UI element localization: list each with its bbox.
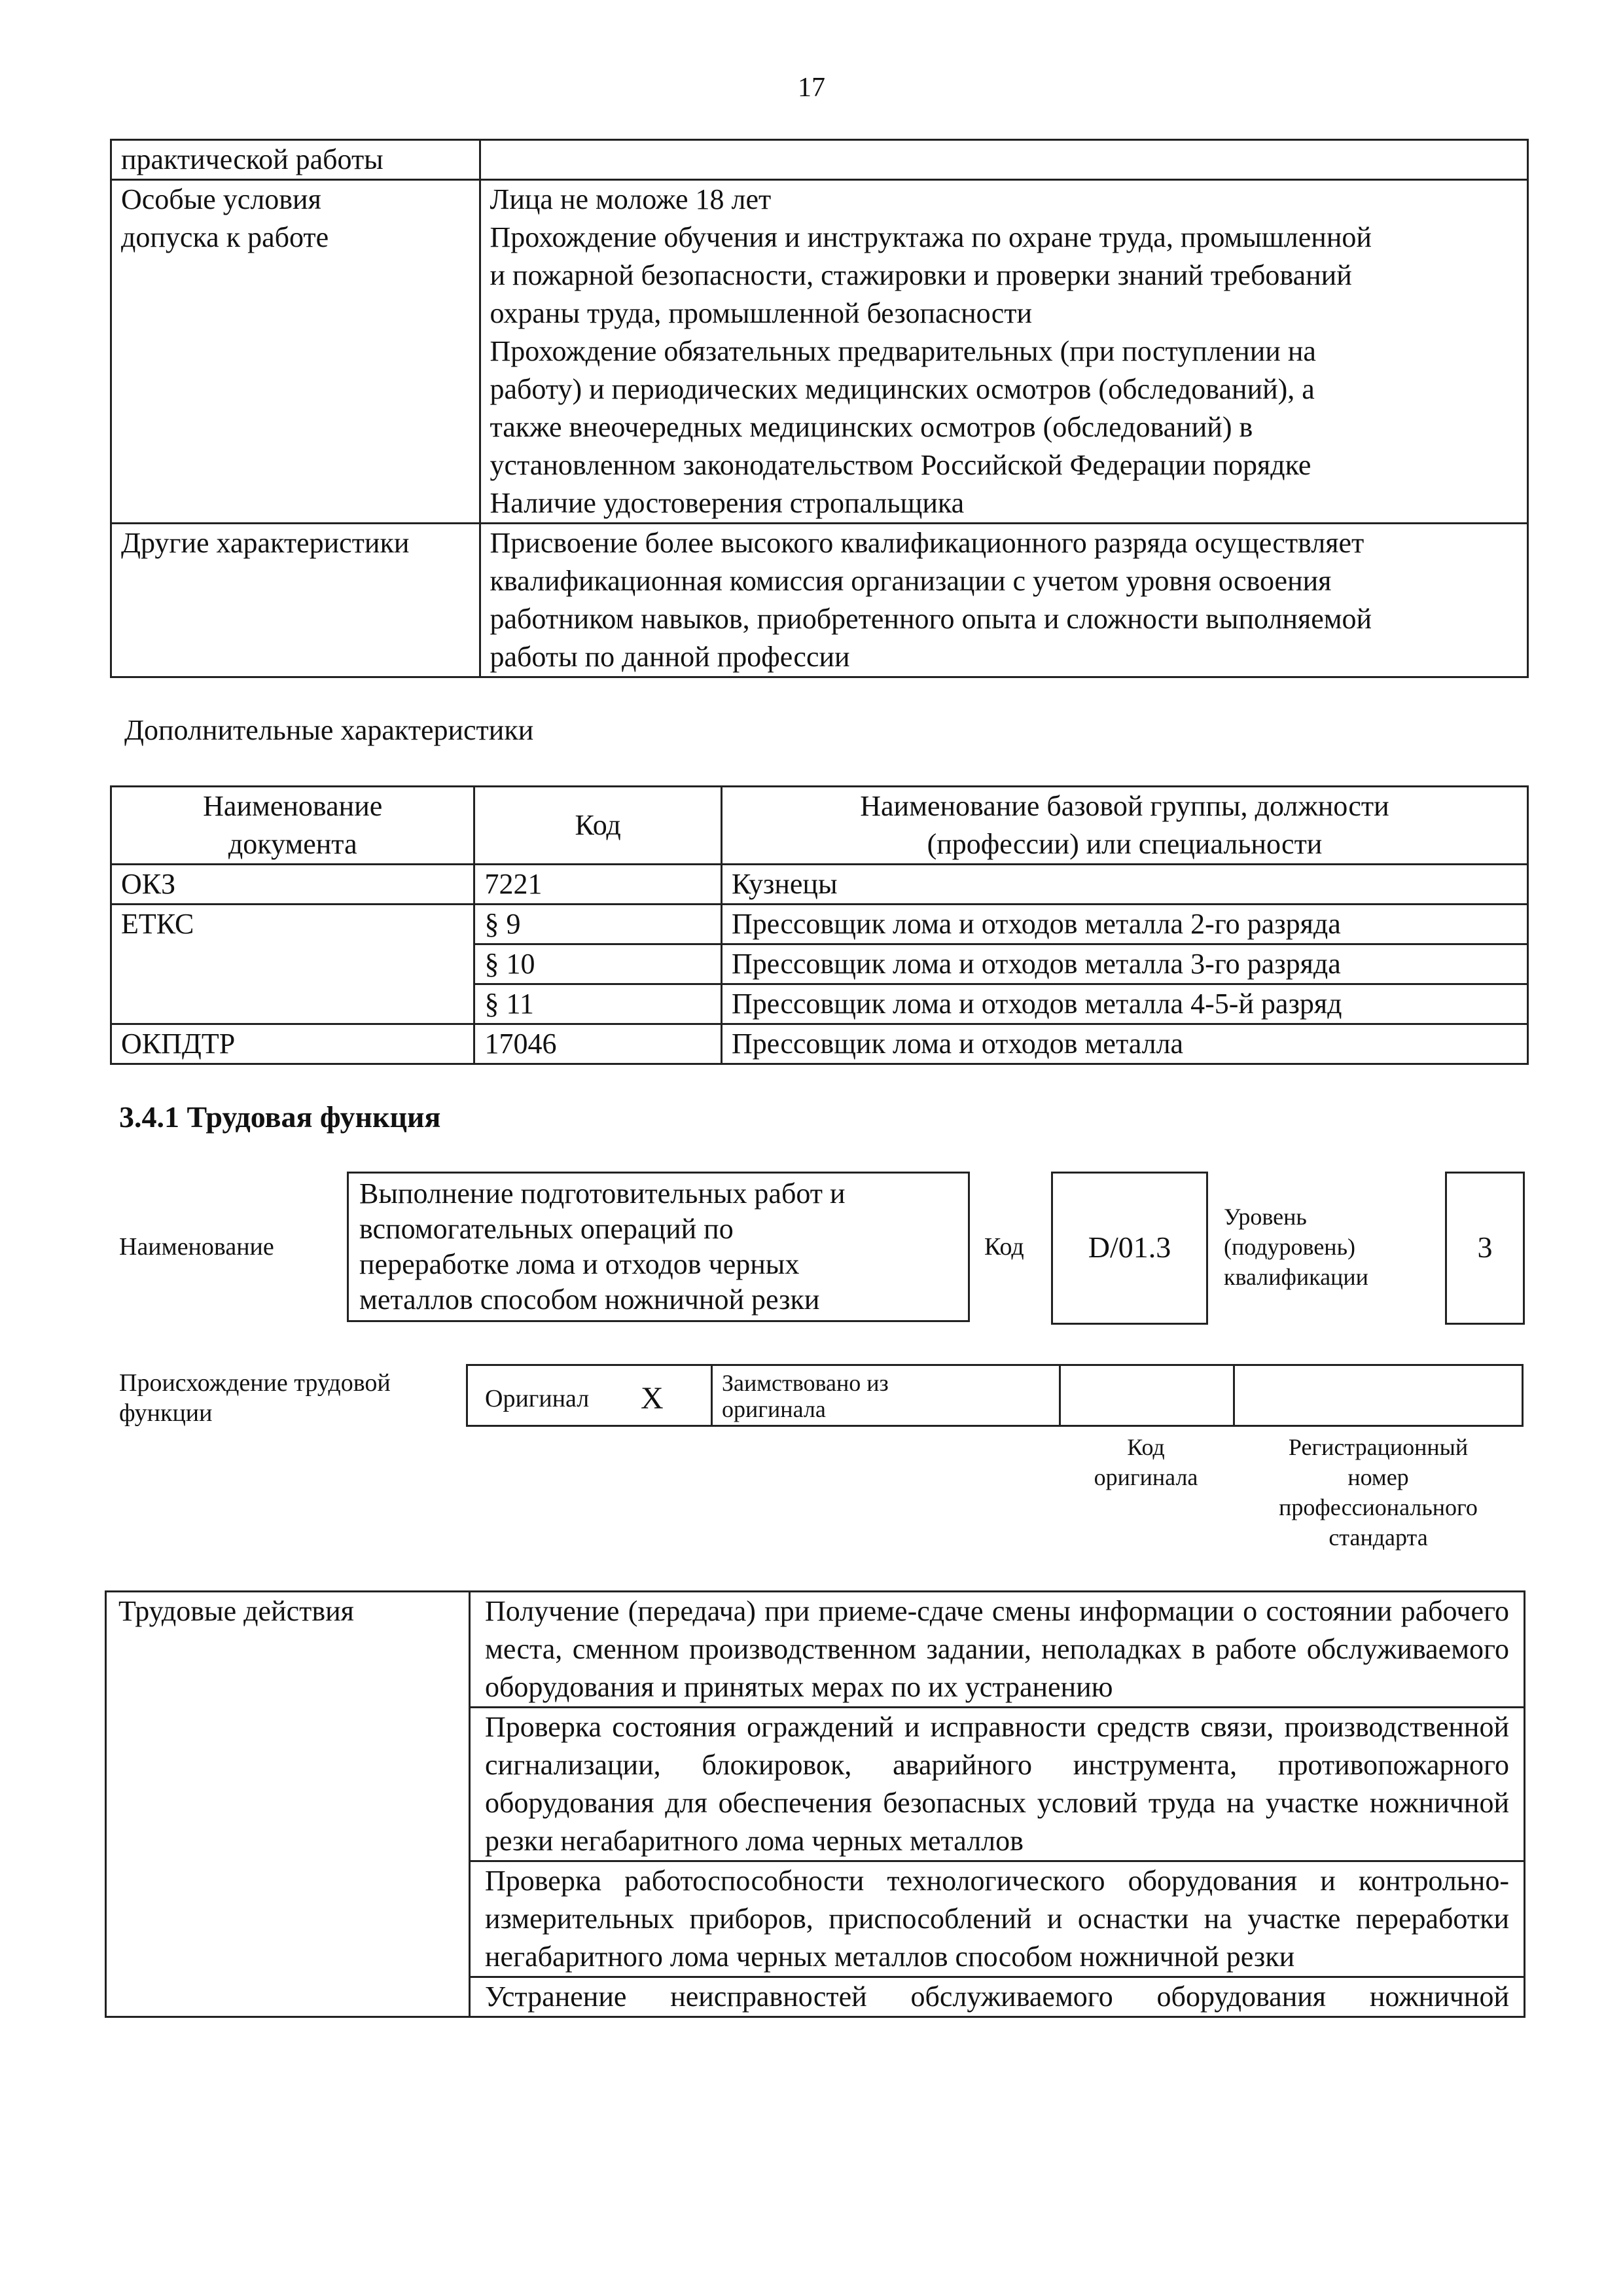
col-code-header: Код [474, 787, 721, 865]
row-value: Лица не моложе 18 лет Прохождение обучения и инструктажа по охране труда, промышленной и пожарной безопасности, стажировки и проверки знаний требований охраны труда, промышленной безопасности Прохождение обязательных предварительных (при поступлении на работу) и периодических медицинских осмотров (обследований), а также внеочередных медицинских осмотров (обследований) в установленном законодательством Российской Федерации порядке Наличие удостоверения стропальщика [480, 180, 1528, 524]
table-row [111, 180, 1528, 524]
cell-code: § 9 [474, 905, 721, 944]
function-name-box: Выполнение подготовительных работ и вспомогательных операций по переработке лома и отходов черных металлов способом ножничной резки [347, 1172, 970, 1322]
table-row [111, 865, 1528, 905]
cell-doc: ОКПДТР [111, 1024, 474, 1064]
row-label: практической работы [111, 140, 480, 180]
origin-boxes [466, 1364, 1524, 1427]
cell-doc: ОКЗ [111, 865, 474, 905]
additional-title: Дополнительные характеристики [124, 714, 534, 746]
page-number: 17 [798, 73, 825, 103]
table-row [111, 1024, 1528, 1064]
table-header-row [111, 787, 1528, 865]
function-name-label: Наименование [119, 1233, 274, 1261]
qualification-level-box: 3 [1445, 1172, 1525, 1325]
original-label: Оригинал [485, 1385, 590, 1412]
cell-code: § 11 [474, 984, 721, 1024]
cell-name: Прессовщик лома и отходов металла 2-го разряда [721, 905, 1527, 944]
origin-borrowed-cell: Заимствовано из оригинала [713, 1366, 1061, 1425]
cell-name: Прессовщик лома и отходов металла [721, 1024, 1527, 1064]
cell-name: Кузнецы [721, 865, 1527, 905]
col-name-header: Наименование базовой группы, должности (профессии) или специальности [721, 787, 1527, 865]
original-mark: X [641, 1381, 664, 1416]
origin-original-cell [468, 1366, 713, 1425]
cell-code: 17046 [474, 1024, 721, 1064]
action-item: Проверка состояния ограждений и исправности средств связи, производственной сигнализации, блокировок, аварийного инструмента, противопожарного оборудования для обеспечения безопасных условий труда на участке ножничной резки негабаритного лома черных металлов [470, 1708, 1525, 1861]
qualification-level-label: Уровень (подуровень) квалификации [1224, 1204, 1368, 1290]
cell-name: Прессовщик лома и отходов металла 3-го разряда [721, 944, 1527, 984]
col-doc-header: Наименование документа [111, 787, 474, 865]
function-heading: 3.4.1 Трудовая функция [119, 1100, 441, 1134]
table-row [111, 905, 1528, 944]
action-item: Устранение неисправностей обслуживаемого оборудования ножничной [470, 1977, 1525, 2017]
additional-table [110, 785, 1529, 1065]
table-row [106, 1592, 1525, 1708]
row-label: Особые условия допуска к работе [111, 180, 480, 524]
cell-doc: ЕТКС [111, 905, 474, 1024]
cell-name: Прессовщик лома и отходов металла 4-5-й разряд [721, 984, 1527, 1024]
function-code-box: D/01.3 [1051, 1172, 1208, 1325]
labor-actions-table [105, 1590, 1525, 2018]
code-original-caption: Код оригинала [1094, 1434, 1198, 1490]
cell-code: § 10 [474, 944, 721, 984]
actions-label: Трудовые действия [106, 1592, 470, 2017]
function-code-label: Код [984, 1233, 1024, 1261]
reg-number-caption: Регистрационный номер профессионального стандарта [1279, 1434, 1478, 1551]
cell-code: 7221 [474, 865, 721, 905]
row-value [480, 140, 1528, 180]
table-row [111, 140, 1528, 180]
origin-label: Происхождение трудовой функции [119, 1369, 391, 1427]
action-item: Проверка работоспособности технологического оборудования и контрольно-измерительных приборов, приспособлений и оснастки на участке переработки негабаритного лома черных металлов способом ножничной резки [470, 1861, 1525, 1977]
origin-code-cell [1061, 1366, 1235, 1425]
origin-reg-number-cell [1235, 1366, 1522, 1425]
table-row [111, 524, 1528, 677]
top-characteristics-table [110, 139, 1529, 678]
action-item: Получение (передача) при приеме-сдаче смены информации о состоянии рабочего места, сменном производственном задании, неполадках в работе обслуживаемого оборудования и принятых мерах по их устранению [470, 1592, 1525, 1708]
row-value: Присвоение более высокого квалификационного разряда осуществляет квалификационная комиссия организации с учетом уровня освоения работником навыков, приобретенного опыта и сложности выполняемой работы по данной профессии [480, 524, 1528, 677]
row-label: Другие характеристики [111, 524, 480, 677]
